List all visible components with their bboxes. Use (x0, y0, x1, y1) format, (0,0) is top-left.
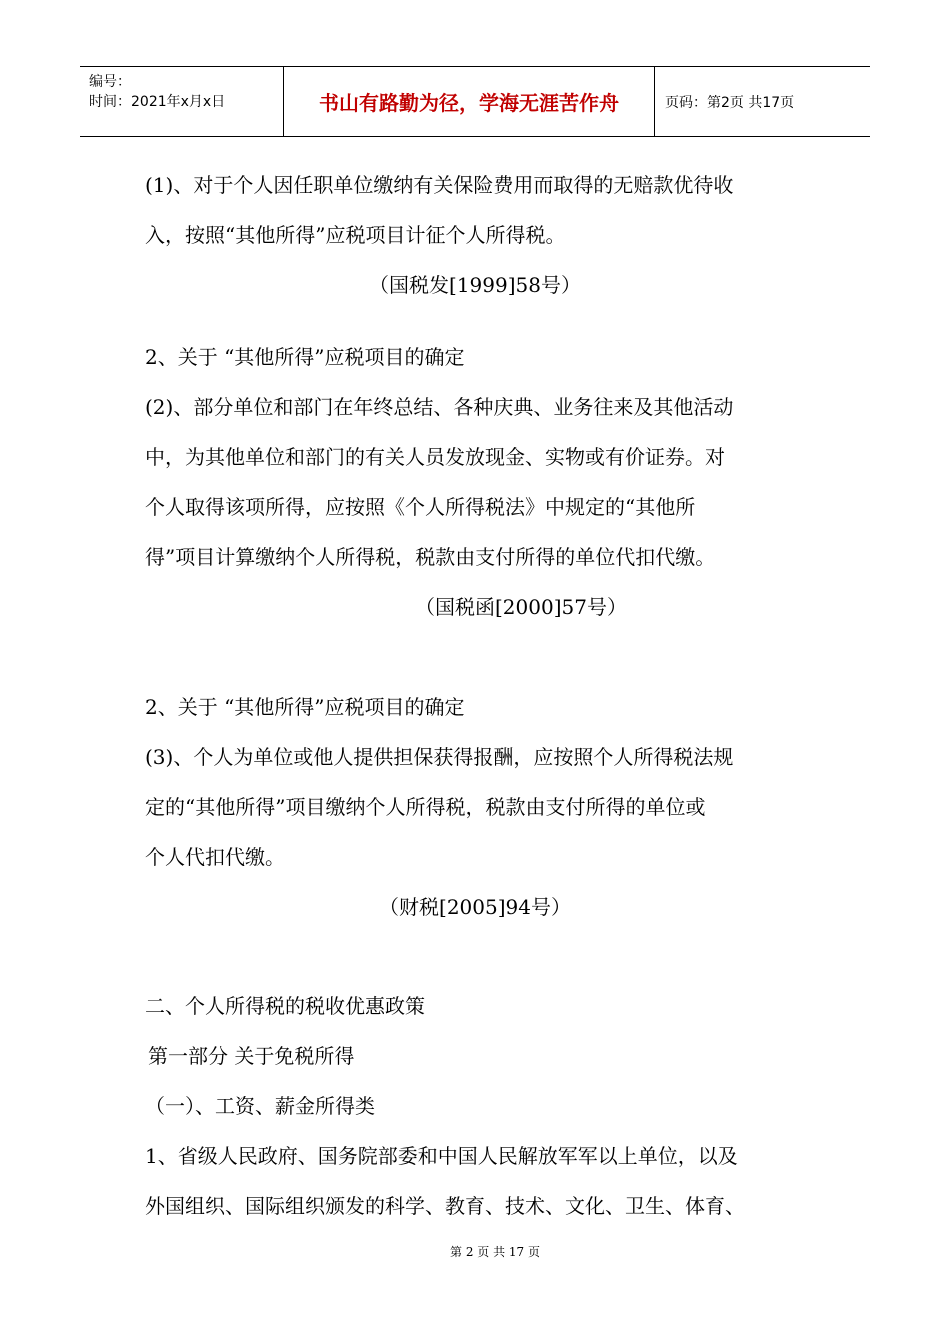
number-label: 编号： (89, 74, 131, 90)
reference-citation: （国税发[1999]58号） (369, 273, 581, 297)
paragraph-line: 1、省级人民政府、国务院部委和中国人民解放军军以上单位，以及 (145, 1144, 738, 1168)
paragraph-line: 个人取得该项所得，应按照《个人所得税法》中规定的“其他所 (145, 495, 696, 519)
paragraph-line: 得”项目计算缴纳个人所得税，税款由支付所得的单位代扣代缴。 (145, 545, 716, 569)
page-footer: 第 2 页 共 17 页 (450, 1245, 540, 1259)
header-motto: 书山有路勤为径，学海无涯苦作舟 (283, 67, 655, 136)
date-label: 时间：2021年x月x日 (89, 94, 226, 110)
header-meta (80, 67, 283, 136)
paragraph-line: 外国组织、国际组织颁发的科学、教育、技术、文化、卫生、体育、 (145, 1194, 745, 1218)
part-title: 第一部分 关于免税所得 (148, 1044, 355, 1068)
paragraph-line: 个人代扣代缴。 (145, 845, 285, 869)
section-heading: 2、关于 “其他所得”应税项目的确定 (145, 695, 465, 719)
paragraph-line: (1)、对于个人因任职单位缴纳有关保险费用而取得的无赔款优待收 (145, 173, 734, 197)
reference-citation: （国税函[2000]57号） (415, 595, 627, 619)
document-header (80, 66, 870, 137)
paragraph-line: (2)、部分单位和部门在年终总结、各种庆典、业务往来及其他活动 (145, 395, 734, 419)
header-page-info: 页码：第2页 共17页 (665, 94, 795, 111)
subsection-title: （一）、工资、薪金所得类 (145, 1094, 375, 1118)
section-title: 二、个人所得税的税收优惠政策 (145, 994, 425, 1018)
paragraph-line: 定的“其他所得”项目缴纳个人所得税，税款由支付所得的单位或 (145, 795, 706, 819)
section-heading: 2、关于 “其他所得”应税项目的确定 (145, 345, 465, 369)
paragraph-line: (3)、个人为单位或他人提供担保获得报酬，应按照个人所得税法规 (145, 745, 734, 769)
reference-citation: （财税[2005]94号） (379, 895, 571, 919)
paragraph-line: 入，按照“其他所得”应税项目计征个人所得税。 (145, 223, 566, 247)
paragraph-line: 中，为其他单位和部门的有关人员发放现金、实物或有价证券。对 (145, 445, 725, 469)
